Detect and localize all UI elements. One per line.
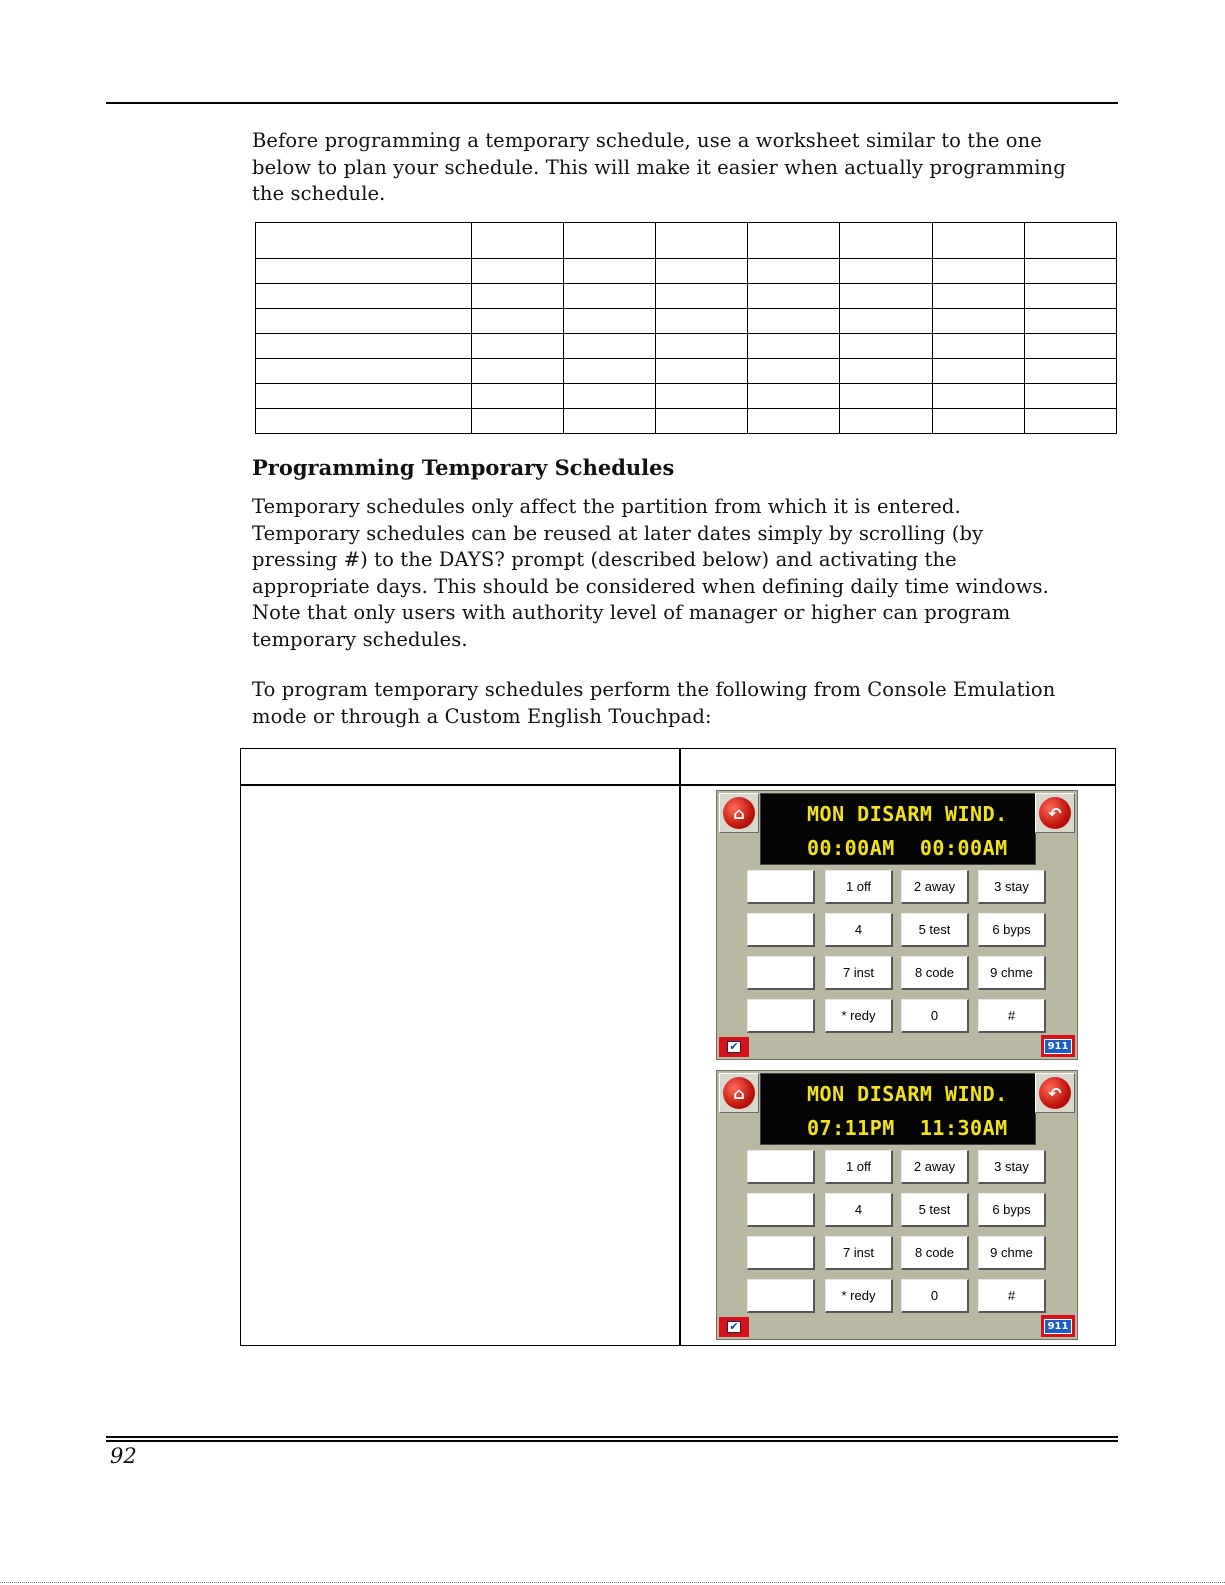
key-6[interactable]: 6 byps (978, 1193, 1046, 1227)
key-9[interactable]: 9 chme (978, 1236, 1046, 1270)
key-5[interactable]: 5 test (901, 1193, 969, 1227)
key-6[interactable]: 6 byps (978, 913, 1046, 947)
house-icon: ⌂ (723, 1077, 755, 1109)
display-line-2: 07:11PM 11:30AM (807, 1116, 1008, 1140)
key-4[interactable]: 4 (825, 913, 893, 947)
blank-key[interactable] (747, 870, 815, 904)
worksheet-row (256, 359, 1117, 384)
key-5[interactable]: 5 test (901, 913, 969, 947)
worksheet-table (255, 222, 1117, 434)
display-line-1: MON DISARM WIND. (807, 802, 1008, 826)
back-button[interactable] (1035, 793, 1075, 833)
key-star[interactable]: * redy (825, 1279, 893, 1313)
key-1[interactable]: 1 off (825, 870, 893, 904)
key-3[interactable]: 3 stay (978, 1150, 1046, 1184)
section-heading: Programming Temporary Schedules (252, 455, 675, 480)
home-button[interactable] (719, 1073, 759, 1113)
key-hash[interactable]: # (978, 999, 1046, 1033)
key-4[interactable]: 4 (825, 1193, 893, 1227)
blank-key[interactable] (747, 1236, 815, 1270)
worksheet-row (256, 309, 1117, 334)
checkbox-icon: ✔ (727, 1041, 741, 1053)
worksheet-row (256, 409, 1117, 434)
worksheet-row (256, 384, 1117, 409)
checkbox-button[interactable] (719, 1317, 749, 1337)
keypad-display (760, 1073, 1036, 1145)
home-button[interactable] (719, 793, 759, 833)
checkbox-button[interactable] (719, 1037, 749, 1057)
key-1[interactable]: 1 off (825, 1150, 893, 1184)
back-arrow-icon: ↶ (1039, 797, 1071, 829)
emergency-button[interactable] (1041, 1035, 1075, 1057)
worksheet-row (256, 259, 1117, 284)
top-rule (106, 102, 1118, 104)
touchpad-screen-1 (716, 790, 1078, 1060)
touchpad-screen-2 (716, 1070, 1078, 1340)
blank-key[interactable] (747, 956, 815, 990)
key-8[interactable]: 8 code (901, 956, 969, 990)
display-line-2: 00:00AM 00:00AM (807, 836, 1008, 860)
blank-key[interactable] (747, 913, 815, 947)
worksheet-header-row (256, 223, 1117, 259)
key-7[interactable]: 7 inst (825, 956, 893, 990)
worksheet-row (256, 284, 1117, 309)
key-2[interactable]: 2 away (901, 870, 969, 904)
worksheet-row (256, 334, 1117, 359)
checkbox-icon: ✔ (727, 1321, 741, 1333)
key-0[interactable]: 0 (901, 1279, 969, 1313)
footer-rule (106, 1436, 1118, 1438)
blank-key[interactable] (747, 999, 815, 1033)
body-paragraph: Temporary schedules only affect the partition from which it is entered. Temporary schedules can be reused at later dates simply by scrolling (by pressing #) to the DAYS? prompt (described below) and activating the appropriate days. This should be considered when defining daily time windows. Note that only users with authority level of manager or higher can program temporary schedules. (252, 495, 1049, 651)
house-icon: ⌂ (723, 797, 755, 829)
key-7[interactable]: 7 inst (825, 1236, 893, 1270)
emergency-911-icon: 911 (1044, 1039, 1073, 1054)
key-star[interactable]: * redy (825, 999, 893, 1033)
display-line-1: MON DISARM WIND. (807, 1082, 1008, 1106)
emergency-button[interactable] (1041, 1315, 1075, 1337)
emergency-911-icon: 911 (1044, 1319, 1073, 1334)
key-8[interactable]: 8 code (901, 1236, 969, 1270)
back-arrow-icon: ↶ (1039, 1077, 1071, 1109)
blank-key[interactable] (747, 1279, 815, 1313)
key-0[interactable]: 0 (901, 999, 969, 1033)
key-hash[interactable]: # (978, 1279, 1046, 1313)
keypad-display (760, 793, 1036, 865)
back-button[interactable] (1035, 1073, 1075, 1113)
key-2[interactable]: 2 away (901, 1150, 969, 1184)
key-3[interactable]: 3 stay (978, 870, 1046, 904)
page-edge-divider (0, 1582, 1225, 1583)
blank-key[interactable] (747, 1150, 815, 1184)
footer-rule (106, 1440, 1118, 1442)
intro-paragraph: Before programming a temporary schedule, use a worksheet similar to the one below to plan your schedule. This will make it easier when actually programming the schedule. (252, 129, 1066, 206)
blank-key[interactable] (747, 1193, 815, 1227)
page-number: 92 (110, 1444, 137, 1468)
instructions-paragraph: To program temporary schedules perform the following from Console Emulation mode or through a Custom English Touchpad: (252, 678, 1056, 728)
key-9[interactable]: 9 chme (978, 956, 1046, 990)
